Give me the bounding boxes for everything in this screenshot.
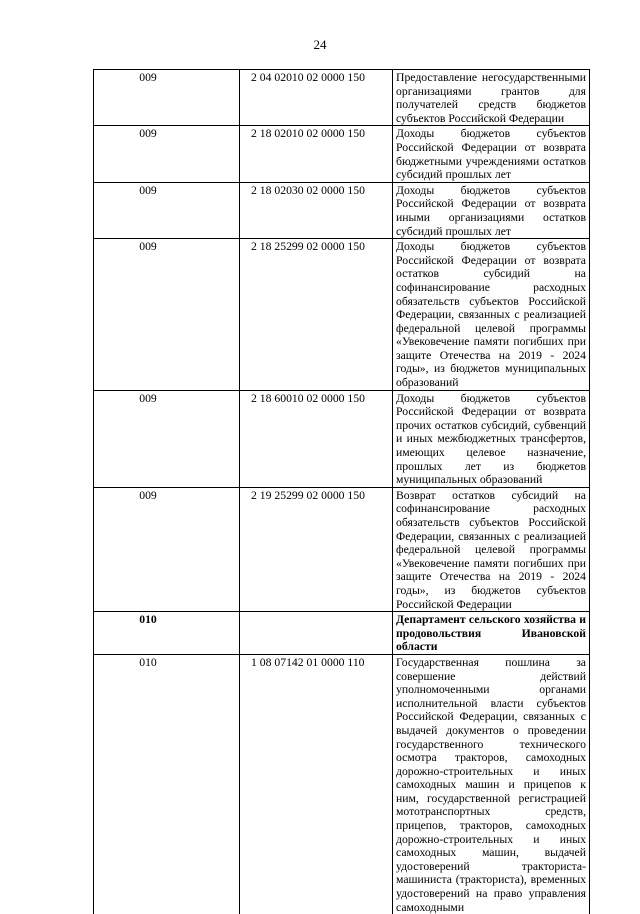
budget-classification-code-cell: 1 08 07142 01 0000 110 (240, 654, 393, 914)
budget-classification-code-cell: 2 18 25299 02 0000 150 (240, 239, 393, 391)
table-row (94, 390, 590, 487)
table-row (94, 487, 590, 611)
table-row (94, 70, 590, 126)
admin-code-cell: 010 (94, 654, 240, 914)
revenue-description-cell: Предоставление негосударственными организациями грантов для получателей средств бюджетов субъектов Российской Федерации (393, 70, 590, 126)
budget-classification-code-cell: 2 18 02010 02 0000 150 (240, 126, 393, 182)
department-name-cell: Департамент сельского хозяйства и продовольствия Ивановской области (393, 612, 590, 655)
admin-code-cell: 009 (94, 70, 240, 126)
revenue-description-cell: Доходы бюджетов субъектов Российской Федерации от возврата иными организациями остатков субсидий прошлых лет (393, 182, 590, 238)
budget-classification-code-cell (240, 612, 393, 655)
revenue-codes-table (93, 69, 590, 914)
admin-code-cell: 009 (94, 487, 240, 611)
page-number: 24 (313, 37, 327, 52)
admin-code-cell: 009 (94, 239, 240, 391)
table-row (94, 654, 590, 914)
revenue-description-cell: Доходы бюджетов субъектов Российской Федерации от возврата остатков субсидий на софинансирование расходных обязательств субъектов Российской Федерации, связанных с реализацией федеральной целевой программы «Увековечение памяти погибших при защите Отечества на 2019 - 2024 годы», из бюджетов муниципальных образований (393, 239, 590, 391)
admin-code-cell: 009 (94, 182, 240, 238)
admin-code-cell: 009 (94, 390, 240, 487)
table-row (94, 126, 590, 182)
budget-classification-code-cell: 2 19 25299 02 0000 150 (240, 487, 393, 611)
section-header-row (94, 612, 590, 655)
admin-code-cell: 010 (94, 612, 240, 655)
revenue-description-cell: Доходы бюджетов субъектов Российской Федерации от возврата бюджетными учреждениями остатков субсидий прошлых лет (393, 126, 590, 182)
revenue-description-cell: Доходы бюджетов субъектов Российской Федерации от возврата прочих остатков субсидий, субвенций и иных межбюджетных трансфертов, имеющих целевое назначение, прошлых лет из бюджетов муниципальных образований (393, 390, 590, 487)
budget-classification-code-cell: 2 18 02030 02 0000 150 (240, 182, 393, 238)
budget-classification-code-cell: 2 18 60010 02 0000 150 (240, 390, 393, 487)
budget-classification-code-cell: 2 04 02010 02 0000 150 (240, 70, 393, 126)
table-row (94, 239, 590, 391)
admin-code-cell: 009 (94, 126, 240, 182)
revenue-description-cell: Государственная пошлина за совершение действий уполномоченными органами исполнительной власти субъектов Российской Федерации, связанных с выдачей документов о проведении государственного технического осмотра тракторов, самоходных дорожно-строительных и иных самоходных машин и прицепов к ним, государственной регистрацией мототранспортных средств, прицепов, тракторов, самоходных дорожно-строительных и иных самоходных машин, выдачей удостоверений тракториста-машиниста (тракториста), временных удостоверений на право управления самоходными (393, 654, 590, 914)
revenue-description-cell: Возврат остатков субсидий на софинансирование расходных обязательств субъектов Российской Федерации, связанных с реализацией федеральной целевой программы «Увековечение памяти погибших при защите Отечества на 2019 - 2024 годы», из бюджетов субъектов Российской Федерации (393, 487, 590, 611)
table-row (94, 182, 590, 238)
